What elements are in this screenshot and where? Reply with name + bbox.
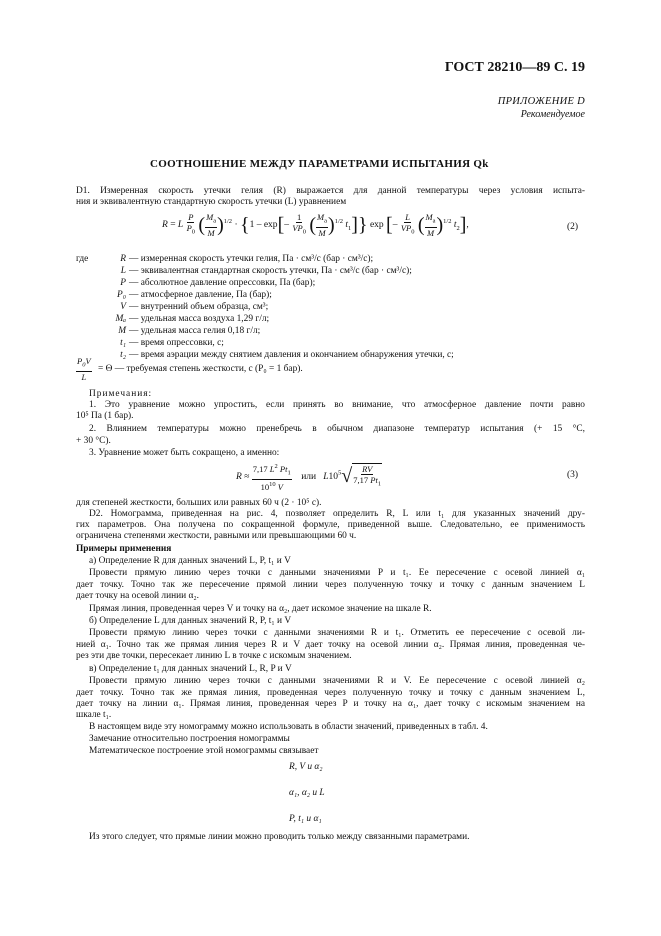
def-text: — удельная масса гелия 0,18 г/л; <box>129 326 261 336</box>
def-symbol: P₀ <box>117 290 126 300</box>
def-text: — эквивалентная стандартная скорость утечки, Па · см³/с (бар · см³/с); <box>129 266 412 276</box>
after-eq3-text: для степеней жесткости, больших или равных 60 ч (2 · 10⁵ с). <box>76 498 322 508</box>
equation-3: R ≈ $\frac{7,17 L^2 Pt_1}{10^{10} V}$ или $L10^5√$ $\frac{RV}{7,17 Pt_1}$ <box>236 463 382 492</box>
theta-fraction: $\frac{P_0V}{L}$ <box>77 356 91 382</box>
example-b-title: б) Определение L для данных значений R, P, t₁ и V <box>89 616 292 626</box>
closing-line-1: В настоящем виде эту номограмму можно использовать в области значений, приведенных в табл. 4. <box>89 722 488 732</box>
closing-final: Из этого следует, что прямые линии можно проводить только между связанными параметрами. <box>89 832 470 842</box>
closing-line-3: Математическое построение этой номограммы связывает <box>89 746 319 756</box>
example-a-line-3: дает точку на осевой линии α₂. <box>76 591 200 601</box>
example-b-line-2: нией α₁. Точно так же прямая линия через R и V дает точку на осевой линии α₂. Прямая линия, проведенная че- <box>76 640 585 650</box>
def-text: — время аэрации между снятием давления и окончанием обнаружения утечки, с; <box>129 350 454 360</box>
def-symbol: P <box>120 278 126 288</box>
d2-line-1: D2. Номограмма, приведенная на рис. 4, позволяет определить R, L или t₁ для указанных значений дру- <box>89 509 585 519</box>
example-a-line-2: дает точку. Точно так же пересечение прямой линии через полученную точку и точку с данным значением L <box>76 580 585 590</box>
def-text: — время опрессовки, с; <box>129 338 224 348</box>
note-1-line-2: 10⁵ Па (1 бар). <box>76 411 134 421</box>
relation-1: R, V и α₂ <box>289 762 323 772</box>
d1-line-1: D1. Измеренная скорость утечки гелия (R) выражается для данной температуры через условия испыта- <box>76 186 585 196</box>
appendix-label: ПРИЛОЖЕНИЕ D <box>497 96 585 107</box>
note-2-line-2: + 30 °С). <box>76 436 111 446</box>
theta-definition: = Θ — требуемая степень жесткости, с (P₀ = 1 бар). <box>98 364 303 374</box>
note-3: 3. Уравнение может быть сокращено, а именно: <box>89 448 280 458</box>
section-title: СООТНОШЕНИЕ МЕЖДУ ПАРАМЕТРАМИ ИСПЫТАНИЯ Qk <box>150 158 489 170</box>
equation-3-number: (3) <box>567 470 579 480</box>
example-a-line-4: Прямая линия, проведенная через V и точку на α₂, дает искомое значение на шкале R. <box>89 604 432 614</box>
def-symbol: M <box>118 326 126 336</box>
relation-3: P, t₁ и α₁ <box>289 814 322 824</box>
example-b-line-1: Провести прямую линию через точки с данными значениями R и t₁. Отметить ее пересечение с осевой ли- <box>89 628 585 638</box>
def-text: — удельная масса воздуха 1,29 г/л; <box>129 314 270 324</box>
def-text: — атмосферное давление, Па (бар); <box>129 290 272 300</box>
def-symbol: t₁ <box>120 338 126 348</box>
equation-2: R = L $\frac{P}{P_0}$ ( $\frac{M_a}{M}$ )$^{1/2}$ · {1 – exp[– $\frac{1}{VP_0}$ ( $\frac{M_a}{M}$ )$^{1/2}$ $t_1$]} exp [– $\frac{L}{VP_0}$ ( $\frac{M_a}{M}$ )$^{1/2}$ $t_2$], <box>162 212 469 238</box>
def-symbol: R <box>120 254 126 264</box>
appendix-status: Рекомендуемое <box>520 109 585 120</box>
example-c-title: в) Определение t₁ для данных значений L, R, P и V <box>89 664 292 674</box>
example-a-title: а) Определение R для данных значений L, P, t₁ и V <box>89 556 291 566</box>
d2-line-2: гих параметров. Она получена по сокращенной формуле, приведенной выше. Следовательно, ее применимость <box>76 520 585 530</box>
def-symbol: Mₐ <box>115 314 126 324</box>
note-1-line-1: 1. Это уравнение можно упростить, если принять во внимание, что атмосферное давление почти равно <box>89 400 585 410</box>
note-2-line-1: 2. Влиянием температуры можно пренебречь в обычном диапазоне температур испытания (+ 15 °С, <box>89 424 585 434</box>
def-symbol: L <box>120 266 126 276</box>
def-symbol: V <box>120 302 126 312</box>
relation-2: α₁, α₂ и L <box>289 788 325 798</box>
def-text: — абсолютное давление опрессовки, Па (бар); <box>129 278 316 288</box>
d2-line-3: ограничена степенями жесткости, равными или превышающими 60 ч. <box>76 531 357 541</box>
example-c-line-4: шкале t₁. <box>76 710 112 720</box>
equation-3-or: или <box>301 471 317 482</box>
equation-2-number: (2) <box>567 222 579 232</box>
examples-heading: Примеры применения <box>76 544 172 554</box>
where-label: где <box>76 254 89 264</box>
notes-heading: Примечания: <box>89 389 153 399</box>
def-text: — измеренная скорость утечки гелия, Па · см³/с (бар · см³/с); <box>129 254 374 264</box>
example-c-line-2: дает точку. Точно так же прямая линия, проведенная через полученную точку и точку с данным значением L, <box>76 688 585 698</box>
def-symbol: t₂ <box>120 350 126 360</box>
standard-number: ГОСТ 28210—89 С. 19 <box>444 60 585 75</box>
example-b-line-3: рез эти две точки, пересекает линию L в точке с искомым значением. <box>76 651 352 661</box>
def-text: — внутренний объем образца, см³; <box>129 302 269 312</box>
example-a-line-1: Провести прямую линию через точки с данными значениями P и t₁. Ее пересечение с осевой линией α₁ <box>89 568 585 578</box>
example-c-line-1: Провести прямую линию через точки с данными значениями R и V. Ее пересечение с осевой линией α₂ <box>89 676 585 686</box>
closing-line-2: Замечание относительно построения номограммы <box>89 734 290 744</box>
d1-line-2: ния и эквивалентную стандартную скорость утечки (L) уравнением <box>76 197 347 207</box>
example-c-line-3: дает точку на линии α₁. Прямая линия, проведенная через P и точку на α₁, дает точку с искомым значением на <box>76 699 585 709</box>
